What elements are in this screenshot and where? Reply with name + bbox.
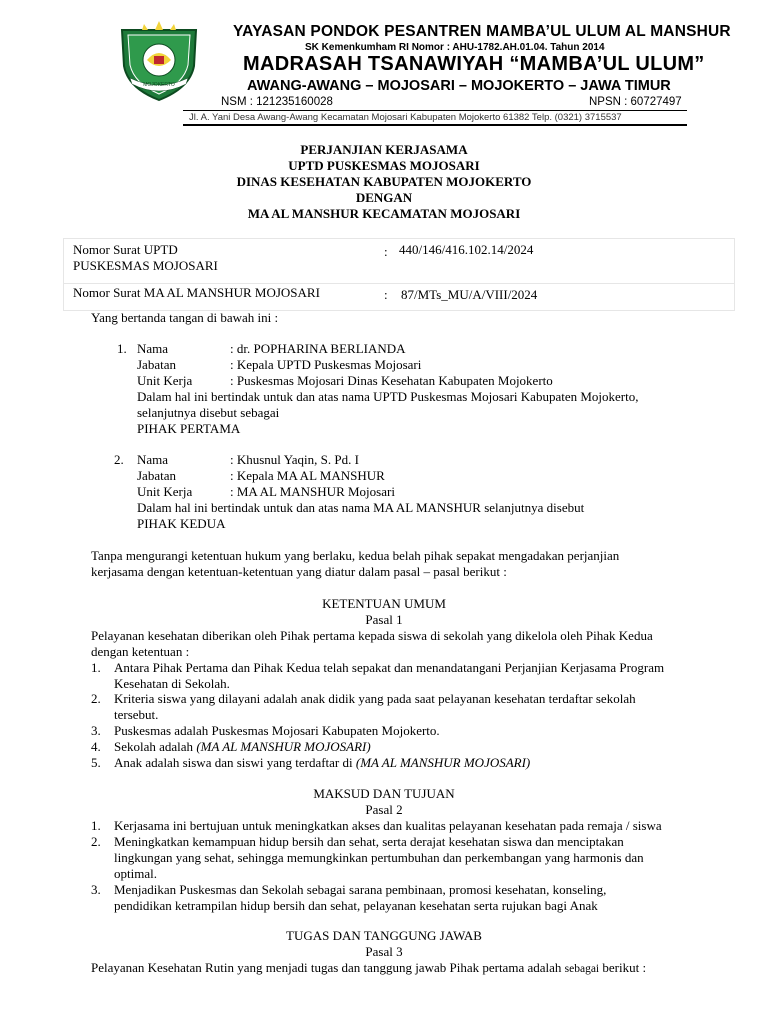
foundation-name: YAYASAN PONDOK PESANTREN MAMBA’UL ULUM AL MANSHUR [233,23,731,40]
uptd-number-label: Nomor Surat UPTD [73,242,178,257]
party1-role: PIHAK PERTAMA [137,421,241,436]
party2-job-value: : Kepala MA AL MANSHUR [230,468,385,483]
section2-item-text: Kerjasama ini bertujuan untuk meningkatkan akses dan kualitas pelayanan kesehatan pada remaja / siswa [114,818,662,833]
npsn-number: NPSN : 60727497 [589,96,682,108]
party2-role: PIHAK KEDUA [137,516,226,531]
school-name-italic: (MA AL MANSHUR MOJOSARI) [355,755,531,770]
party1-unit-value: : Puskesmas Mojosari Dinas Kesehatan Kabupaten Mojokerto [230,373,553,388]
party1-description-cont: selanjutnya disebut sebagai [137,405,280,420]
section1-pasal: Pasal 1 [365,612,403,627]
section1-item-number: 2. [91,691,101,706]
section1-intro-cont: dengan ketentuan : [91,644,190,659]
section3-pasal: Pasal 3 [365,944,403,959]
section2-item-text-cont: lingkungan yang sehat, sehingga memungkinkan pertumbuhan dan perkembangan yang harmonis dan [114,850,644,865]
title-line-2: UPTD PUSKESMAS MOJOSARI [288,158,480,173]
party1-job-value: : Kepala UPTD Puskesmas Mojosari [230,357,422,372]
section1-item-number: 1. [91,660,101,675]
uptd-number-label-cont: PUSKESMAS MOJOSARI [73,258,218,273]
ma-number-value: 87/MTs_MU/A/VIII/2024 [401,287,538,302]
party1-number: 1. [117,341,127,356]
school-name-italic: (MA AL MANSHUR MOJOSARI) [196,739,371,754]
section2-item-number: 1. [91,818,101,833]
ma-number-label: Nomor Surat MA AL MANSHUR MOJOSARI [73,285,320,300]
section1-item-text: Sekolah adalah (MA AL MANSHUR MOJOSARI) [114,739,371,754]
section2-item-number: 3. [91,882,101,897]
section2-item-number: 2. [91,834,101,849]
school-region: AWANG-AWANG – MOJOSARI – MOJOKERTO – JAWA TIMUR [247,78,671,94]
section1-item-number: 4. [91,739,101,754]
section1-item-text: Anak adalah siswa dan siswi yang terdaftar di (MA AL MANSHUR MOJOSARI) [114,755,531,770]
party2-unit-value: : MA AL MANSHUR Mojosari [230,484,395,499]
title-line-4: DENGAN [355,190,413,205]
section2-item-text-cont: optimal. [114,866,157,881]
party2-description: Dalam hal ini bertindak untuk dan atas nama MA AL MANSHUR selanjutnya disebut [137,500,585,515]
section1-item-text: Puskesmas adalah Puskesmas Mojosari Kabupaten Mojokerto. [114,723,440,738]
party2-job-label: Jabatan [137,468,176,483]
agreement-text: Tanpa mengurangi ketentuan hukum yang berlaku, kedua belah pihak sepakat mengadakan perjanjian [91,548,620,563]
party2-name-label: Nama [137,452,169,467]
party1-name-value: : dr. POPHARINA BERLIANDA [230,341,406,356]
section3-intro: Pelayanan Kesehatan Rutin yang menjadi tugas dan tanggung jawab Pihak pertama adalah sebagai berikut : [91,960,647,975]
party1-job-label: Jabatan [137,357,176,372]
agreement-text-cont: kerjasama dengan ketentuan-ketentuan yang diatur dalam pasal – pasal berikut : [91,564,507,579]
title-line-3: DINAS KESEHATAN KABUPATEN MOJOKERTO [236,174,532,189]
letterhead-divider-top [183,110,687,111]
section3-heading: TUGAS DAN TANGGUNG JAWAB [286,928,482,943]
section1-item-text-cont: tersebut. [114,707,159,722]
section2-heading: MAKSUD DAN TUJUAN [313,786,455,801]
ma-number-colon: : [384,287,388,302]
section1-item-text: Kriteria siswa yang dilayani adalah anak didik yang pada saat pelayanan kesehatan terdaftar sekolah [114,691,636,706]
nsm-number: NSM : 121235160028 [221,96,333,108]
logo-lettering: MOJOKERTO [143,82,175,88]
section1-item-text: Antara Pihak Pertama dan Pihak Kedua telah sepakat dan menandatangani Perjanjian Kerjasama Program [114,660,665,675]
section2-item-text-cont: pendidikan ketrampilan hidup bersih dan sehat, pelayanan kesehatan serta rujukan bagi Anak [114,898,598,913]
party1-description: Dalam hal ini bertindak untuk dan atas nama UPTD Puskesmas Mojosari Kabupaten Mojokerto, [137,389,639,404]
school-logo-icon [116,20,202,102]
section1-heading: KETENTUAN UMUM [322,596,446,611]
party1-unit-label: Unit Kerja [137,373,193,388]
intro-text: Yang bertanda tangan di bawah ini : [91,310,279,325]
title-line-1: PERJANJIAN KERJASAMA [300,142,468,157]
section1-intro: Pelayanan kesehatan diberikan oleh Pihak pertama kepada siswa di sekolah yang dikelola oleh Pihak Kedua [91,628,653,643]
uptd-number-colon: : [384,244,388,259]
section1-item-number: 3. [91,723,101,738]
uptd-number-value: 440/146/416.102.14/2024 [399,242,534,257]
letterhead-divider-bottom [183,124,687,126]
school-name: MADRASAH TSANAWIYAH “MAMBA’UL ULUM” [243,53,705,75]
party1-name-label: Nama [137,341,169,356]
section2-item-text: Menjadikan Puskesmas dan Sekolah sebagai sarana pembinaan, promosi kesehatan, konseling, [114,882,607,897]
decree-number: SK Kemenkumham RI Nomor : AHU-1782.AH.01.04. Tahun 2014 [305,42,605,53]
school-address: Jl. A. Yani Desa Awang-Awang Kecamatan Mojosari Kabupaten Mojokerto 61382 Telp. (0321) 3715537 [189,112,622,123]
section2-item-text: Meningkatkan kemampuan hidup bersih dan sehat, serta derajat kesehatan siswa dan menciptakan [114,834,624,849]
section2-pasal: Pasal 2 [365,802,403,817]
section1-item-text-cont: Kesehatan di Sekolah. [114,676,230,691]
party2-unit-label: Unit Kerja [137,484,193,499]
section1-item-number: 5. [91,755,101,770]
party2-name-value: : Khusnul Yaqin, S. Pd. I [230,452,359,467]
title-line-5: MA AL MANSHUR KECAMATAN MOJOSARI [247,206,521,221]
party2-number: 2. [114,452,124,467]
